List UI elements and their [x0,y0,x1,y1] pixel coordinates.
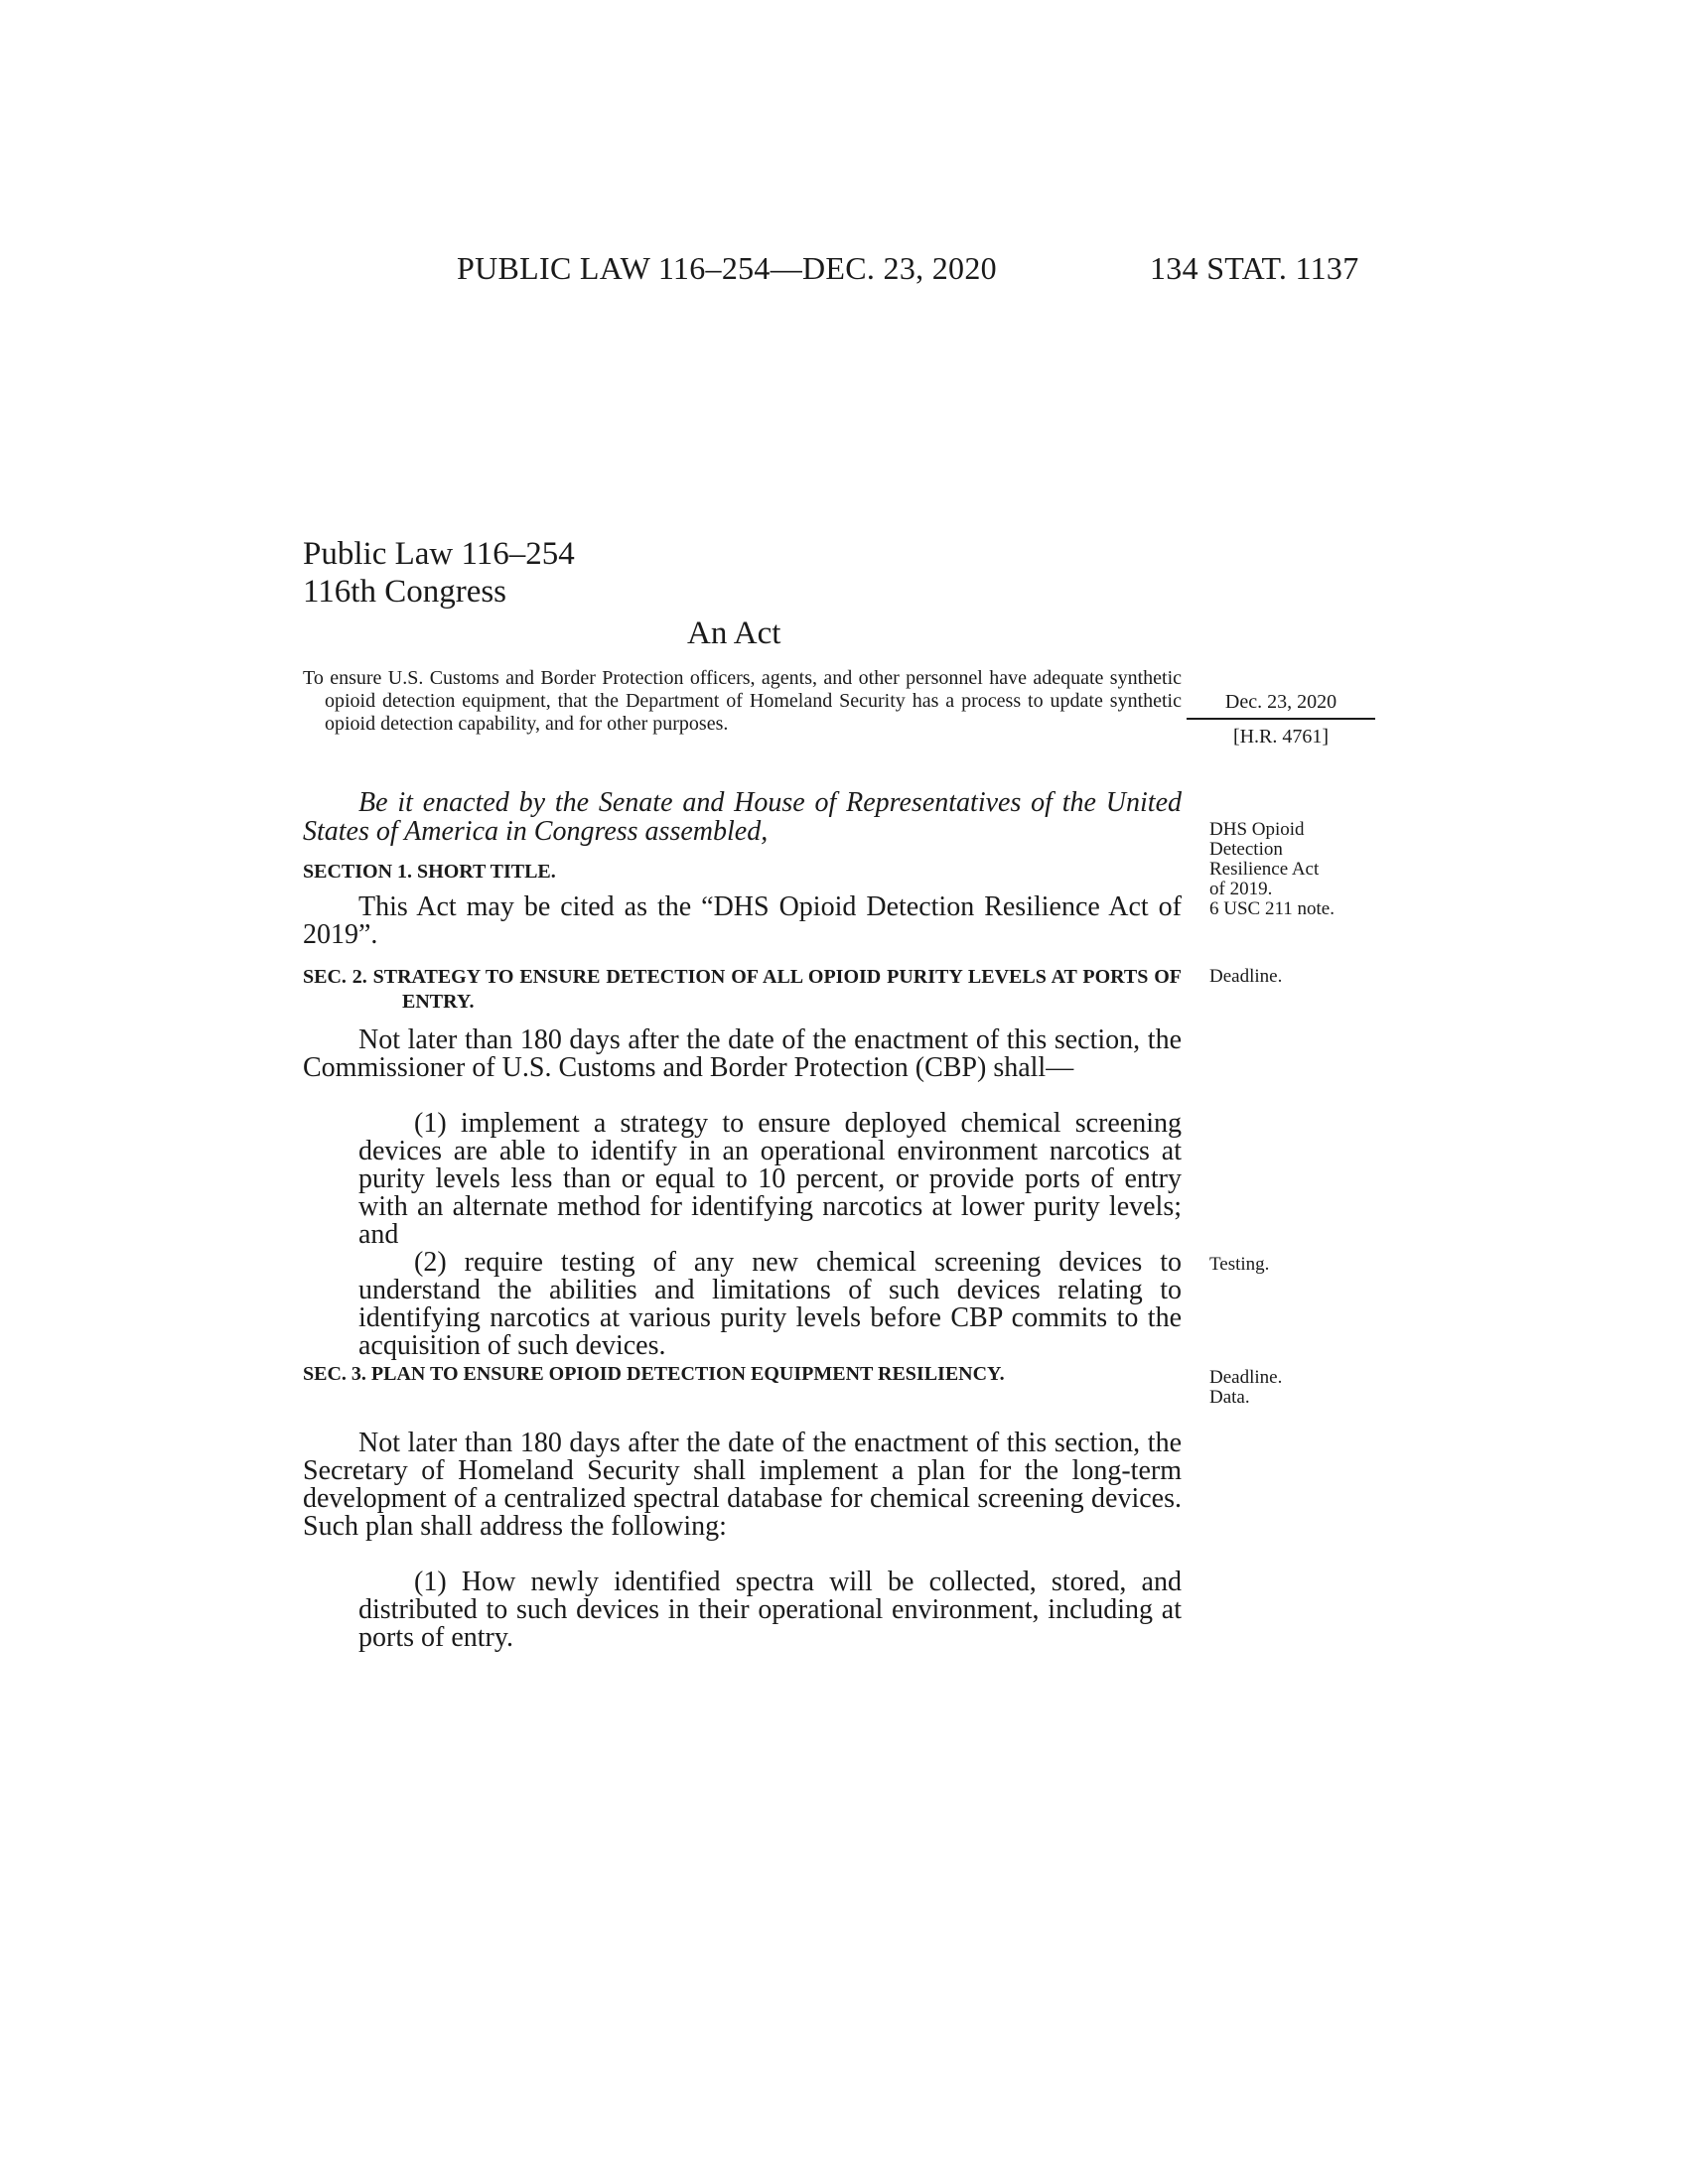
margin-note-line: 6 USC 211 note. [1209,898,1335,919]
section-2-paragraph-2: (2) require testing of any new chemical screening devices to understand the abilities and limitations of such devices relating to identifying narcotics at various purity levels before CBP commits to the acquisition of such devices. [358,1247,1182,1361]
enactment-date: Dec. 23, 2020 [1187,691,1375,720]
statute-page-number: 134 STAT. 1137 [1150,250,1359,286]
enacting-clause: Be it enacted by the Senate and House of Representatives of the United States of America in Congress assembled, [303,787,1182,847]
section-1-body: This Act may be cited as the “DHS Opioid Detection Resilience Act of 2019”. [303,891,1182,950]
running-header-left: PUBLIC LAW 116–254—DEC. 23, 2020 [457,250,997,286]
margin-note-deadline: Deadline. [1209,966,1283,987]
margin-note-testing: Testing. [1209,1254,1270,1275]
section-3-heading: SEC. 3. PLAN TO ENSURE OPIOID DETECTION EQUIPMENT RESILIENCY. [303,1363,1005,1385]
an-act-heading: An Act [687,615,781,651]
margin-note-line: of 2019. [1209,879,1273,899]
margin-note-line: Data. [1209,1387,1250,1408]
margin-note-line: Resilience Act [1209,859,1320,880]
margin-note-line: DHS Opioid [1209,819,1305,840]
section-2-paragraph-1: (1) implement a strategy to ensure deployed chemical screening devices are able to identify in an operational environment narcotics at purity levels less than or equal to 10 percent, or provide ports of entry with an alternate method for identifying narcotics at lower purity levels; and [358,1108,1182,1250]
margin-note-section-3 [1209,1368,1282,1408]
enactment-date-box [1187,691,1375,749]
section-2-body: Not later than 180 days after the date of the enactment of this section, the Commissioner of U.S. Customs and Border Protection (CBP) shall— [303,1024,1182,1083]
section-3-paragraph-1: (1) How newly identified spectra will be collected, stored, and distributed to such devices in their operational environment, including at ports of entry. [358,1567,1182,1653]
section-1-heading: SECTION 1. SHORT TITLE. [303,861,556,883]
margin-note-line: Detection [1209,839,1283,860]
margin-note-short-title [1209,820,1335,919]
section-2-heading: SEC. 2. STRATEGY TO ENSURE DETECTION OF ALL OPIOID PURITY LEVELS AT PORTS OF ENTRY. [303,966,1182,1013]
public-law-number: Public Law 116–254 [303,536,575,572]
bill-number: [H.R. 4761] [1232,726,1330,748]
section-3-body: Not later than 180 days after the date of the enactment of this section, the Secretary of Homeland Security shall implement a plan for the long-term development of a centralized spectral database for chemical screening devices. Such plan shall address the following: [303,1428,1182,1542]
margin-note-line: Deadline. [1209,1367,1283,1388]
purpose-statement: To ensure U.S. Customs and Border Protection officers, agents, and other personnel have adequate synthetic opioid detection equipment, that the Department of Homeland Security has a process to update synthetic opioid detection capability, and for other purposes. [303,667,1182,735]
congress-number: 116th Congress [303,574,507,610]
